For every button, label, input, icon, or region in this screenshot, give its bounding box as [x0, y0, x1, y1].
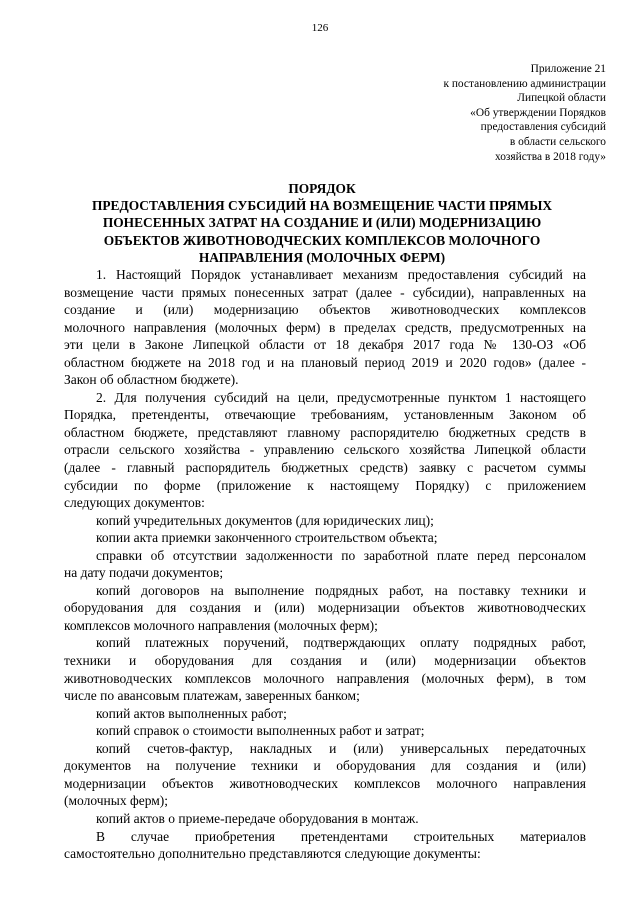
paragraph-line: модернизации объектов животноводческих комплексов молочного направления [64, 775, 586, 791]
paragraph-line: животноводческих комплексов молочного направления (молочных ферм), в том [64, 670, 586, 686]
paragraph-line: 2. Для получения субсидий на цели, предусмотренные пунктом 1 настоящего [96, 389, 586, 405]
paragraph-line: областном бюджете на 2018 год и на плановый период 2019 и 2020 годов» (далее - [64, 354, 586, 370]
paragraph [64, 512, 586, 530]
paragraph [64, 705, 586, 723]
appendix-line: хозяйства в 2018 году» [494, 150, 606, 163]
paragraph-line: копий актов выполненных работ; [96, 705, 287, 721]
paragraph-line: 1. Настоящий Порядок устанавливает механизм предоставления субсидий на [96, 267, 586, 282]
page-number: 126 [311, 22, 329, 34]
paragraph-line: создание и (или) модернизацию объектов животноводческих комплексов [64, 302, 586, 318]
paragraph-line: эти цели в Законе Липецкой области от 18 декабря 2017 года № 130-ОЗ «Об [64, 337, 586, 353]
paragraph-line: числе по авансовым платежам, заверенных банком; [64, 688, 360, 704]
paragraph-line: копий договоров на выполнение подрядных работ, на поставку техники и [96, 582, 586, 598]
paragraph [64, 529, 586, 547]
paragraph-line: Порядка, претенденты, отвечающие требованиям, установленным Законом об [64, 407, 586, 423]
paragraph-line: следующих документов: [64, 495, 205, 511]
paragraph-line: копий учредительных документов (для юридических лиц); [96, 512, 434, 528]
paragraph [64, 740, 586, 810]
paragraph [64, 634, 586, 704]
appendix-line: предоставления субсидий [480, 121, 606, 134]
paragraph-line: областном бюджете, представляют главному распорядителю бюджетных средств в [64, 424, 586, 440]
paragraph-line: (молочных ферм); [64, 793, 169, 809]
paragraph-line: самостоятельно дополнительно представляются следующие документы: [64, 846, 481, 862]
title-line: ОБЪЕКТОВ ЖИВОТНОВОДЧЕСКИХ КОМПЛЕКСОВ МОЛОЧНОГО [103, 232, 541, 248]
appendix-line: к постановлению администрации [443, 77, 606, 90]
paragraph [64, 810, 586, 828]
appendix-line: в области сельского [509, 135, 606, 148]
paragraph-line: копий платежных поручений, подтверждающих оплату подрядных работ, [96, 635, 586, 651]
title-line: ПРЕДОСТАВЛЕНИЯ СУБСИДИЙ НА ВОЗМЕЩЕНИЕ ЧАСТИ ПРЯМЫХ [91, 198, 553, 214]
paragraph [64, 547, 586, 582]
paragraph-line: техники и оборудования для создания и (или) модернизации объектов [64, 653, 586, 669]
paragraph-line: Закон об областном бюджете). [64, 372, 239, 388]
paragraph-line: копий справок о стоимости выполненных работ и затрат; [96, 723, 425, 739]
paragraph [64, 828, 586, 863]
paragraph [64, 722, 586, 740]
paragraph-line: комплексов молочного направления (молочных ферм); [64, 617, 378, 633]
paragraph-line: оборудования для создания и (или) модернизации объектов животноводческих [64, 600, 586, 616]
title-line: НАПРАВЛЕНИЯ (МОЛОЧНЫХ ФЕРМ) [198, 249, 446, 265]
title-line: ПОРЯДОК [288, 181, 356, 196]
paragraph-line: отрасли сельского хозяйства - управлению сельского хозяйства Липецкой области [64, 442, 586, 458]
paragraph-line: (далее - главный распорядитель бюджетных средств) заявку с расчетом суммы [64, 460, 586, 476]
paragraph [64, 266, 586, 389]
paragraph-line: на дату подачи документов; [64, 565, 224, 581]
paragraph-line: копии акта приемки законченного строительством объекта; [96, 530, 438, 546]
paragraph-line: копий актов о приеме-передаче оборудования в монтаж. [96, 810, 419, 826]
paragraph-line: молочного направления (молочных ферм) в пределах средств, предусмотренных на [64, 319, 586, 335]
document-title [64, 180, 580, 266]
appendix-line: «Об утверждении Порядков [470, 106, 606, 119]
appendix-line: Приложение 21 [530, 63, 606, 75]
paragraph-line: В случае приобретения претендентами строительных материалов [96, 828, 586, 844]
paragraph-line: субсидии по форме (приложение к настоящему Порядку) с приложением [64, 477, 586, 493]
appendix-line: Липецкой области [517, 92, 606, 105]
paragraph-line: справки об отсутствии задолженности по заработной плате перед персоналом [96, 547, 586, 563]
paragraph [64, 389, 586, 512]
paragraph [64, 582, 586, 635]
paragraph-line: документов на получение техники и оборудования для создания и (или) [64, 758, 586, 774]
paragraph-line: возмещение части прямых понесенных затрат (далее - субсидии), направленных на [64, 284, 586, 300]
appendix-header [443, 62, 606, 164]
paragraph-line: копий счетов-фактур, накладных и (или) универсальных передаточных [96, 740, 586, 756]
title-line: ПОНЕСЕННЫХ ЗАТРАТ НА СОЗДАНИЕ И (ИЛИ) МОДЕРНИЗАЦИЮ [102, 215, 542, 231]
document-body [64, 266, 586, 863]
